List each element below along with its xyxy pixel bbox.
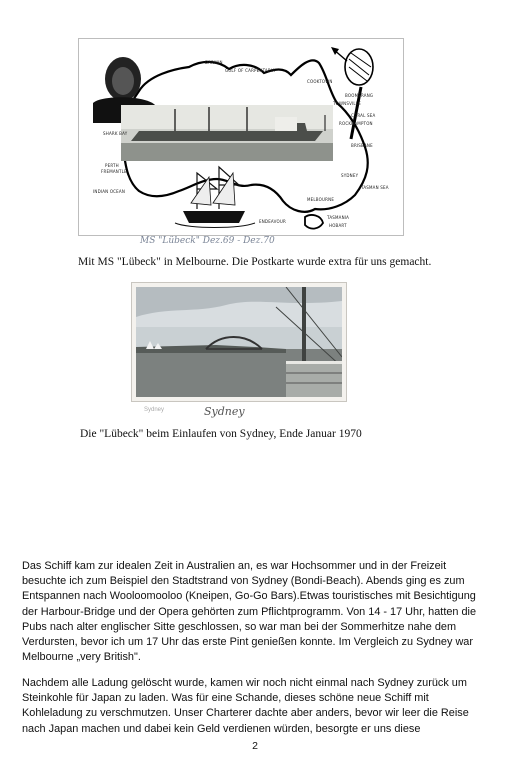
map-label-melbourne: MELBOURNE: [307, 197, 335, 202]
map-label-coral: CORAL SEA: [351, 113, 376, 118]
photo-caption: Die "Lübeck" beim Einlaufen von Sydney, Ende Januar 1970: [80, 428, 362, 440]
photo-handwritten-label: Sydney: [204, 405, 245, 418]
map-label-endeavour: ENDEAVOUR: [259, 219, 286, 224]
map-label-tasman: TASMAN SEA: [361, 185, 389, 190]
map-label-fremantle: FREMANTLE: [101, 169, 127, 174]
map-label-tasmania: TASMANIA: [327, 215, 350, 220]
map-label-sharkbay: SHARK BAY: [103, 131, 128, 136]
paragraph-1: Das Schiff kam zur idealen Zeit in Australien an, es war Hochsommer und in der Freizeit besuchte ich zum Beispiel den Stadtstrand von Sydney (Bondi-Beach). Abends ging es zum Entspannen nach Wooloomooloo (Kneipen, Go-Go Bars).Etwas touristisches mit Besichtigung der Harbour-Bridge und der Opera gehörten zum Pflichtprogramm. Von 14 - 17 Uhr, hatten die Pubs nach alter englischer Sitte geschlossen, so war man bei der Sommerhitze nahe dem Verdursten, bevor ich um 17 Uhr das erste Pint genießen konnte. Im Vergleich zu Sydney war Melbourne „very British".: [22, 560, 477, 664]
map-label-townsville: TOWNSVILLE: [333, 101, 361, 106]
map-label-rockhampton: ROCKHAMPTON: [339, 121, 373, 126]
map-label-sydney: SYDNEY: [341, 173, 359, 178]
map-label-perth: PERTH: [105, 163, 119, 168]
photo-corner-note: Sydney: [144, 407, 165, 413]
ship-photo: [121, 105, 333, 161]
map-label-hobart: HOBART: [329, 223, 347, 228]
map-label-gulf: GULF OF CARPENTARIA: [225, 68, 276, 73]
sydney-photo: [131, 282, 347, 418]
handwritten-note: MS "Lübeck" Dez.69 - Dez.70: [140, 236, 275, 246]
map-label-indian-ocean: INDIAN OCEAN: [93, 189, 126, 194]
sydney-harbour-illustration: [136, 287, 342, 397]
map-label-brisbane: BRISBANE: [351, 143, 373, 148]
postcard-caption: Mit MS "Lübeck" in Melbourne. Die Postkarte wurde extra für uns gemacht.: [78, 256, 432, 268]
postcard-image: [78, 38, 404, 236]
paragraph-2: Nachdem alle Ladung gelöscht wurde, kamen wir noch nicht einmal nach Sydney zurück um Steinkohle für Japan zu laden. Was für eine Schande, dieses schöne neue Schiff mit Kohleladung zu verschmutzen. Unser Charterer dachte aber anders, bevor wir leer die Reise nach Japan machen und dabei kein Geld verdienen würden, besorgte er uns diese: [22, 677, 469, 735]
map-label-boomerang: BOOMERANG: [345, 93, 374, 98]
map-label-cooktown: COOKTOWN: [307, 79, 333, 84]
map-label-darwin: DARWIN: [205, 60, 223, 65]
page-number: 2: [252, 740, 258, 752]
